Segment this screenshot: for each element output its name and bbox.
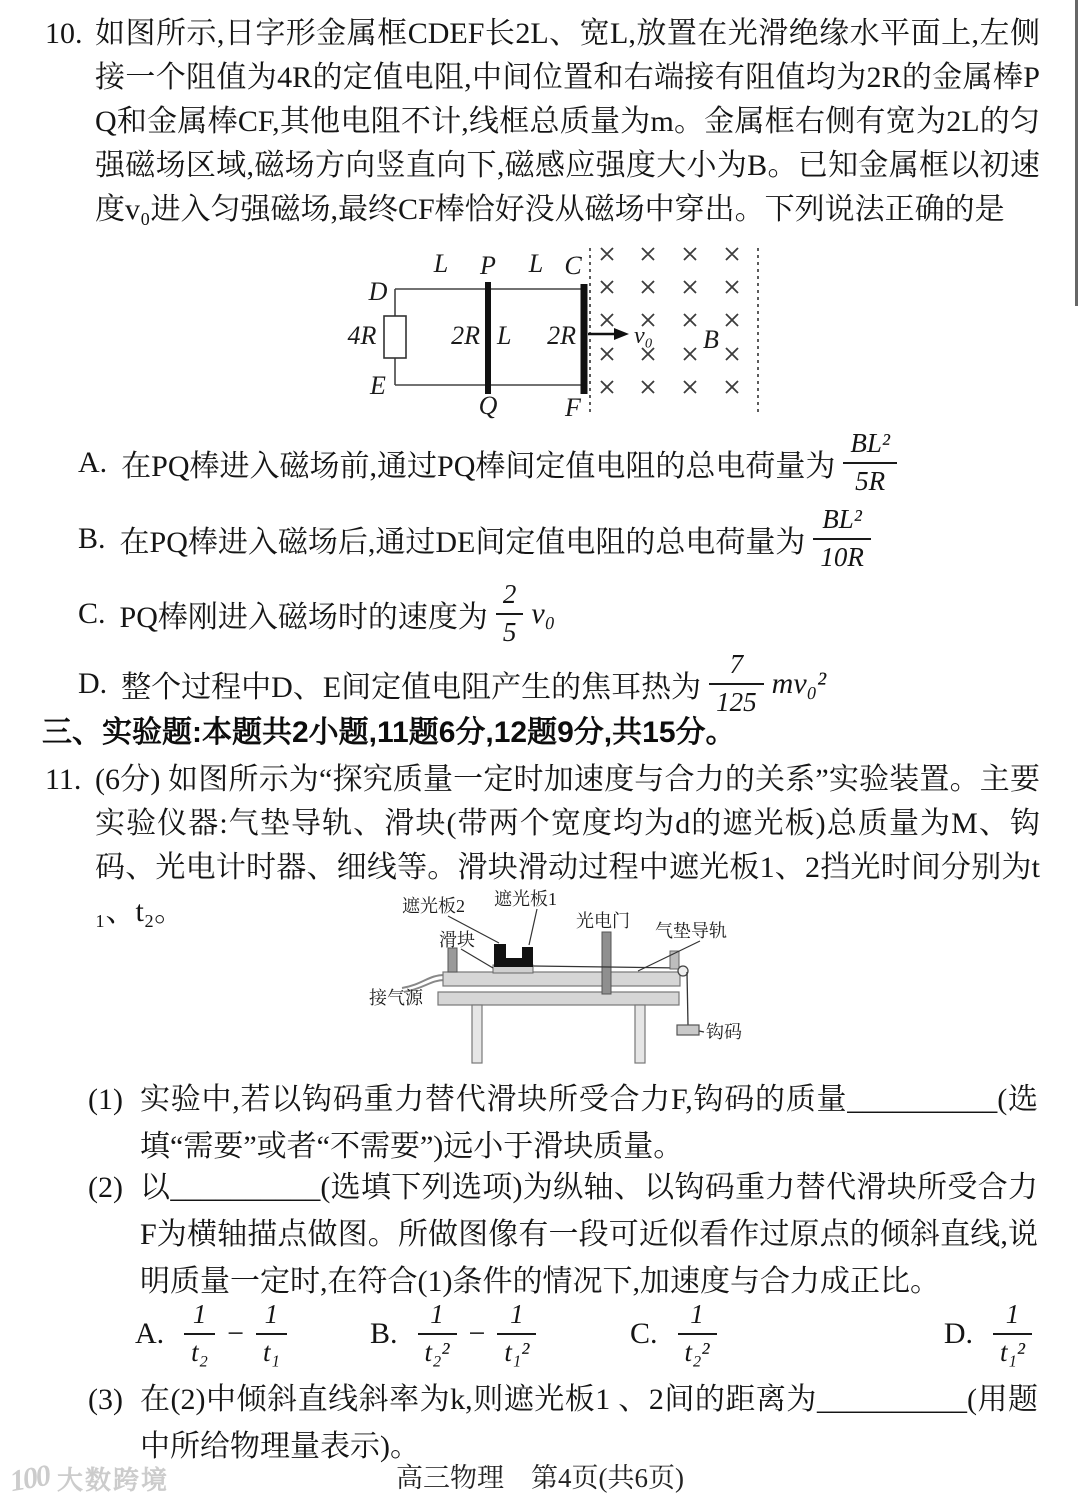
option-11-a-label: A. xyxy=(135,1317,165,1350)
field-cross-marks xyxy=(601,248,738,393)
velocity-arrow-head xyxy=(614,328,629,340)
circuit-field-figure xyxy=(340,242,900,422)
label-shade-plate-1: 遮光板1 xyxy=(494,889,557,909)
label-e: E xyxy=(370,371,386,400)
label-p: P xyxy=(480,251,496,280)
part-2-label: (2) xyxy=(88,1171,123,1204)
option-11-d-label: D. xyxy=(943,1317,974,1350)
string-vertical xyxy=(687,972,688,1025)
option-10-b-fraction xyxy=(813,504,871,573)
option-10-a-fraction xyxy=(843,428,897,497)
question-11-option-row xyxy=(135,1293,1040,1375)
option-10-c xyxy=(78,578,1058,650)
label-4r: 4R xyxy=(347,321,377,350)
table-leg-left xyxy=(472,1005,482,1063)
watermark xyxy=(7,1458,170,1498)
label-c: C xyxy=(564,251,582,280)
option-10-d-text: 整个过程中D、E间定值电阻产生的焦耳热为 xyxy=(121,671,702,704)
shade-plate-1 xyxy=(522,947,533,967)
option-10-d-fraction xyxy=(709,649,764,718)
label-photogate: 光电门 xyxy=(576,911,630,931)
label-slider: 滑块 xyxy=(439,930,475,950)
fraction-denominator: t₁² xyxy=(504,1337,530,1367)
page-footer: 高三物理 第4页(共6页) xyxy=(396,1463,684,1493)
part-3-label: (3) xyxy=(88,1383,123,1416)
option-10-a-label: A. xyxy=(78,446,108,479)
label-air-track: 气垫导轨 xyxy=(655,921,727,941)
option-11-c-label: C. xyxy=(630,1317,658,1350)
question-11-diagram xyxy=(330,882,810,1077)
minus-sign: − xyxy=(468,1317,486,1350)
fraction-numerator: BL² xyxy=(813,504,871,540)
option-11-b xyxy=(370,1299,630,1368)
question-10-stem: 如图所示,日字形金属框CDEF长2L、宽L,放置在光滑绝缘水平面上,左侧接一个阻值为4R的定值电阻,中间位置和右端接有阻值均为2R的金属棒PQ和金属棒CF,其他电阻不计,线框总质量为m。金属框右侧有宽为2L的匀强磁场区域,磁场方向竖直向下,磁感应强度大小为B。已知金属框以初速度v₀进入匀强磁场,最终CF棒恰好没从磁场中穿出。下列说法正确的是 xyxy=(95,17,1040,226)
photogate-post xyxy=(602,932,611,994)
option-11-c-frac xyxy=(678,1299,717,1368)
option-11-d-frac xyxy=(993,1299,1032,1368)
label-d: D xyxy=(368,277,388,306)
option-11-d xyxy=(944,1299,1040,1368)
option-11-b-label: B. xyxy=(370,1317,398,1350)
option-10-c-text: PQ棒刚进入磁场时的速度为 xyxy=(119,601,488,634)
option-11-a xyxy=(135,1299,370,1368)
option-10-b-text: 在PQ棒进入磁场后,通过DE间定值电阻的总电荷量为 xyxy=(119,526,806,559)
label-2r-mid: 2R xyxy=(451,321,480,350)
fraction-denominator: t₂² xyxy=(684,1337,710,1367)
label-l-top-left: L xyxy=(433,249,449,278)
fraction-denominator: 10R xyxy=(820,542,864,572)
question-10-diagram xyxy=(340,242,900,422)
label-b: B xyxy=(703,325,719,354)
option-10-d-post: mv₀² xyxy=(771,667,827,700)
option-10-c-fraction xyxy=(496,579,524,648)
fraction-numerator: 1 xyxy=(184,1299,215,1335)
option-10-c-post: v₀ xyxy=(531,597,556,630)
hanging-weight xyxy=(677,1025,699,1035)
option-10-d-label: D. xyxy=(78,667,108,700)
question-10-number: 10. xyxy=(45,17,83,50)
label-shade-plate-2: 遮光板2 xyxy=(402,896,465,916)
question-10 xyxy=(45,12,1040,232)
option-11-a-frac2 xyxy=(256,1299,287,1368)
fraction-denominator: t₂ xyxy=(191,1337,209,1367)
question-11-number: 11. xyxy=(45,763,82,796)
option-11-a-frac1 xyxy=(184,1299,215,1368)
part-3-text: 在(2)中倾斜直线斜率为k,则遮光板1 、2间的距离为__________(用题中所给物理量表示)。 xyxy=(140,1383,1038,1463)
label-q: Q xyxy=(478,391,498,420)
resistor-4r-symbol xyxy=(384,316,406,358)
label-weight: 钩码 xyxy=(706,1022,742,1042)
fraction-numerator: 7 xyxy=(709,649,764,685)
label-f: F xyxy=(565,393,581,422)
track-end-post-left xyxy=(448,948,457,972)
fraction-numerator: 1 xyxy=(497,1299,536,1335)
option-10-c-label: C. xyxy=(78,597,106,630)
question-11-part-2 xyxy=(88,1164,1038,1305)
label-v0: v₀ xyxy=(634,323,653,349)
question-11-stem: (6分) 如图所示为“探究质量一定时加速度与合力的关系”实验装置。主要实验仪器:气垫导轨、滑块(带两个宽度均为d的遮光板)总质量为M、钩码、光电计时器、细线等。滑块滑动过程中遮光板1、2挡光时间分别为t₁、t₂。 xyxy=(95,763,1040,928)
option-11-b-frac1 xyxy=(418,1299,457,1368)
option-10-d xyxy=(78,648,1058,720)
fraction-denominator: 5R xyxy=(855,466,886,496)
scan-edge-line xyxy=(1075,0,1078,306)
fraction-numerator: 1 xyxy=(993,1299,1032,1335)
watermark-text: 大数跨境 xyxy=(57,1465,170,1495)
fraction-numerator: 1 xyxy=(678,1299,717,1335)
minus-sign: − xyxy=(227,1317,244,1350)
fraction-numerator: BL² xyxy=(843,428,897,464)
question-11-part-1 xyxy=(88,1076,1038,1170)
label-l-top-right: L xyxy=(528,249,544,278)
option-11-b-frac2 xyxy=(497,1299,536,1368)
fraction-denominator: 5 xyxy=(502,617,517,647)
fraction-denominator: t₂² xyxy=(424,1337,450,1367)
option-10-b xyxy=(78,500,1058,578)
part-1-text: 实验中,若以钩码重力替代滑块所受合力F,钩码的质量__________(选填“需要”或者“不需要”)远小于滑块质量。 xyxy=(140,1083,1038,1163)
fraction-numerator: 2 xyxy=(496,579,524,615)
watermark-logo: 100 xyxy=(7,1458,52,1498)
air-track-rail xyxy=(443,972,680,986)
fraction-numerator: 1 xyxy=(256,1299,287,1335)
table-leg-right xyxy=(635,1005,645,1063)
shade-plate-2 xyxy=(494,944,506,967)
fraction-denominator: t₁² xyxy=(1000,1337,1025,1367)
option-10-a-text: 在PQ棒进入磁场前,通过PQ棒间定值电阻的总电荷量为 xyxy=(121,450,836,483)
label-air-source: 接气源 xyxy=(369,988,423,1008)
part-2-text: 以__________(选填下列选项)为纵轴、以钩码重力替代滑块所受合力F为横轴描点做图。所做图像有一段可近似看作过原点的倾斜直线,说明质量一定时,在符合(1)条件的情况下,加速度与合力成正比。 xyxy=(140,1171,1038,1298)
section-3-header: 三、实验题:本题共2小题,11题6分,12题9分,共15分。 xyxy=(42,716,736,749)
label-2r-right: 2R xyxy=(547,321,576,350)
fraction-numerator: 1 xyxy=(418,1299,457,1335)
fraction-denominator: t₁ xyxy=(262,1337,280,1367)
air-track-figure xyxy=(330,882,810,1077)
part-1-label: (1) xyxy=(88,1083,123,1116)
option-10-b-label: B. xyxy=(78,522,106,555)
option-11-c xyxy=(630,1299,888,1368)
fraction-denominator: 125 xyxy=(716,687,757,717)
label-l-mid: L xyxy=(497,321,512,350)
table-top xyxy=(438,992,679,1005)
option-10-a xyxy=(78,424,1058,502)
